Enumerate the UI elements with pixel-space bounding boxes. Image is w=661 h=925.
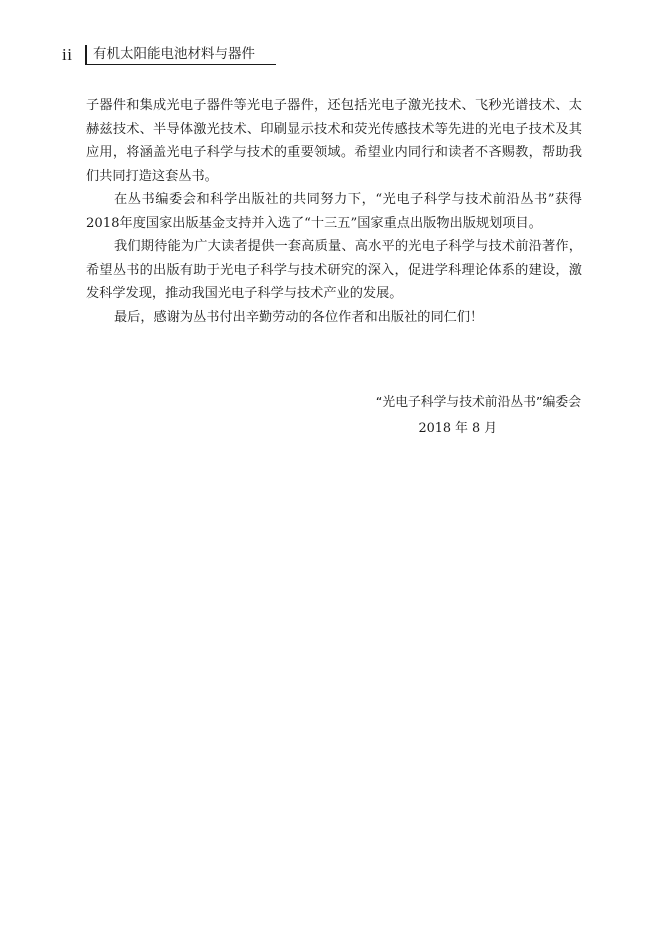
paragraph-continuation: 子器件和集成光电子器件等光电子器件，还包括光电子激光技术、飞秒光谱技术、太赫兹技术、半导体激光技术、印刷显示技术和荧光传感技术等先进的光电子技术及其应用，将涵盖光电子科学与技术的重要领域。希望业内同行和读者不吝赐教，帮助我们共同打造这套丛书。 [86, 98, 582, 184]
paragraph-publication-support: 在丛书编委会和科学出版社的共同努力下，“光电子科学与技术前沿丛书”获得2018年度国家出版基金支持并入选了“十三五”国家重点出版物出版规划项目。 [86, 192, 582, 231]
signature-block [376, 390, 581, 442]
signature-date: 2018 年 8 月 [418, 421, 497, 436]
header-divider-bar [85, 45, 87, 65]
running-title: 有机太阳能电池材料与器件 [93, 46, 255, 62]
paragraph-acknowledgement: 最后，感谢为丛书付出辛勤劳动的各位作者和出版社的同仁们！ [114, 309, 484, 325]
signature-committee: “光电子科学与技术前沿丛书”编委会 [375, 395, 581, 410]
page-number: ii [62, 45, 73, 64]
page-header [62, 44, 276, 66]
header-underline [87, 64, 276, 65]
body-text [86, 94, 582, 329]
paragraph-expectation: 我们期待能为广大读者提供一套高质量、高水平的光电子科学与技术前沿著作，希望丛书的出版有助于光电子科学与技术研究的深入，促进学科理论体系的建设，激发科学发现，推动我国光电子科学与技术产业的发展。 [86, 239, 582, 301]
